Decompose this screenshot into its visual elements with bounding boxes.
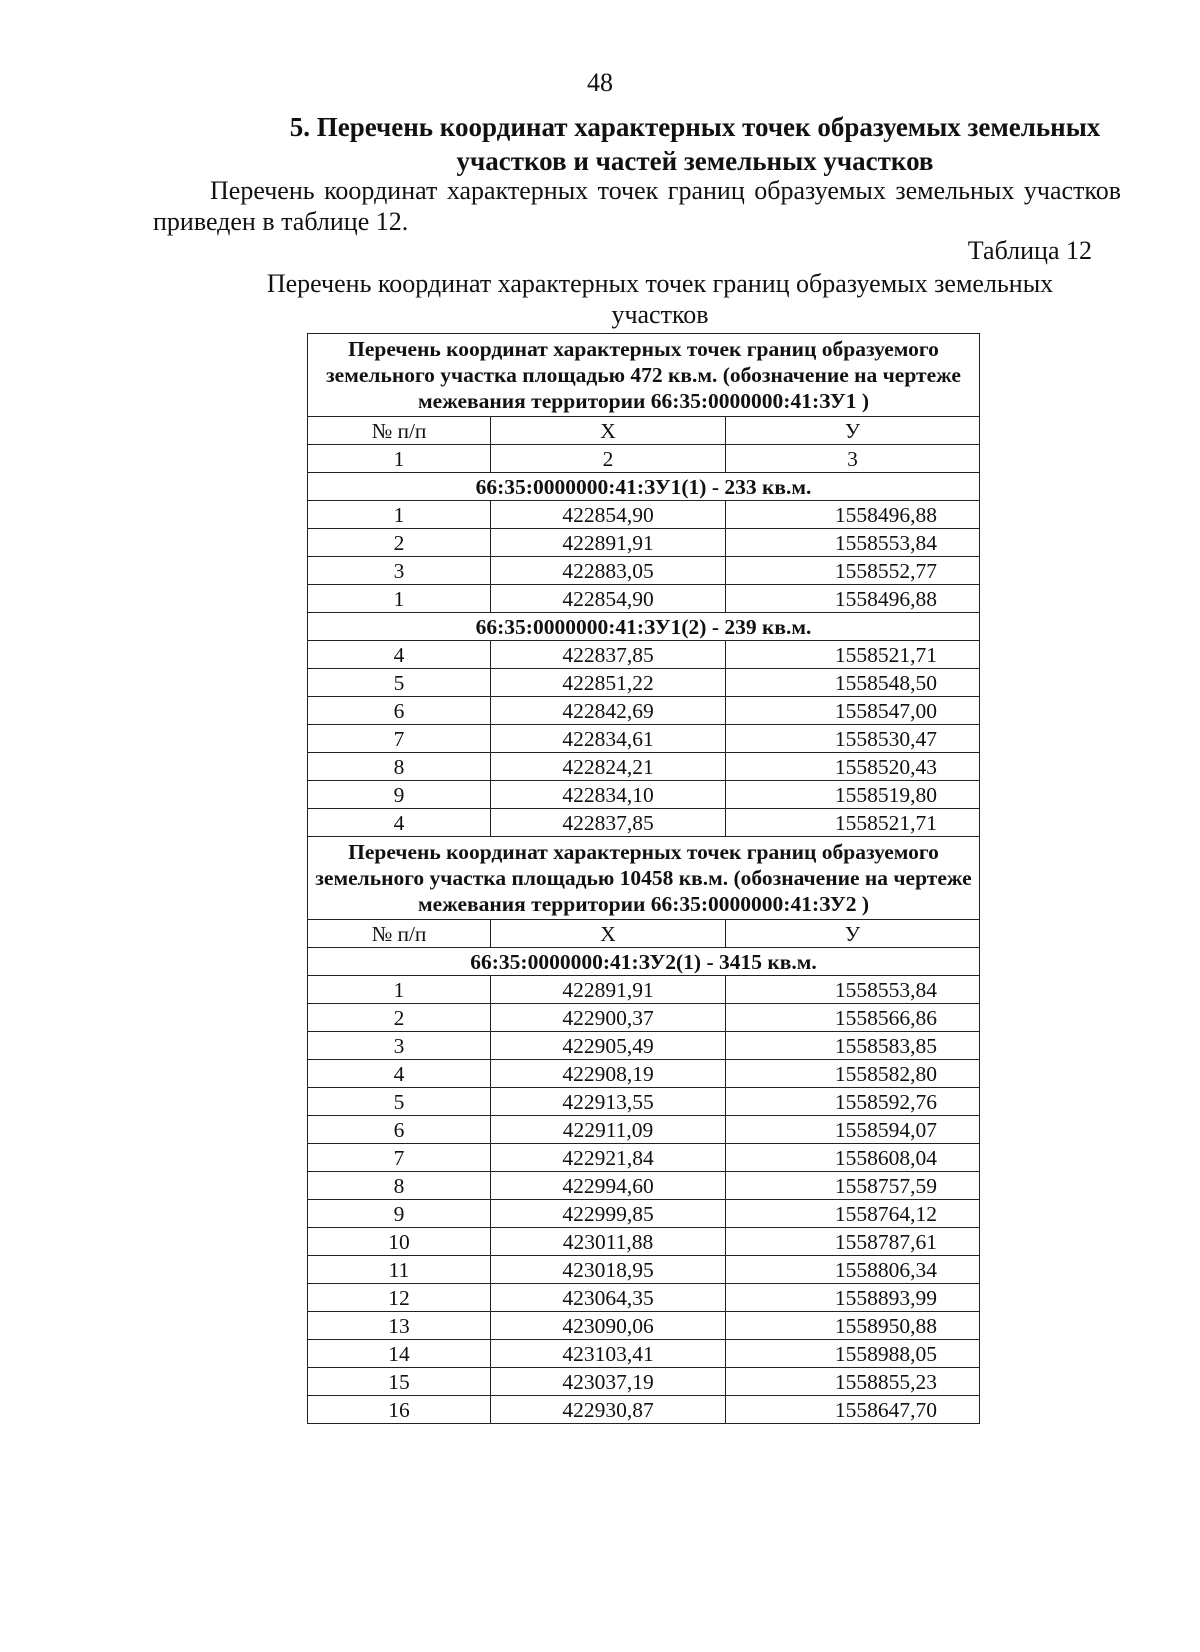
intro-paragraph: Перечень координат характерных точек границ образуемых земельных участков приведен в таблице 12. [153, 176, 1121, 236]
y-coordinate-cell: 1558519,80 [726, 781, 980, 809]
x-coordinate-cell: 422851,22 [491, 669, 726, 697]
y-coordinate-cell: 1558521,71 [726, 641, 980, 669]
table-block-title-row [308, 334, 980, 417]
x-coordinate-cell: 422837,85 [491, 809, 726, 837]
x-coordinate-cell: 422834,61 [491, 725, 726, 753]
x-coordinate-cell: 422891,91 [491, 976, 726, 1004]
table-row [308, 1396, 980, 1424]
y-coordinate-cell: 1558988,05 [726, 1340, 980, 1368]
table-row [308, 809, 980, 837]
table-row [308, 725, 980, 753]
x-coordinate-cell: 423064,35 [491, 1284, 726, 1312]
y-coordinate-cell: 1558520,43 [726, 753, 980, 781]
table-header-row [308, 920, 980, 948]
y-coordinate-cell: 1558547,00 [726, 697, 980, 725]
point-number-cell: 12 [308, 1284, 491, 1312]
x-coordinate-cell: 422842,69 [491, 697, 726, 725]
x-coordinate-cell: 422921,84 [491, 1144, 726, 1172]
x-coordinate-cell: 422908,19 [491, 1060, 726, 1088]
x-coordinate-cell: 422837,85 [491, 641, 726, 669]
x-coordinate-cell: 422911,09 [491, 1116, 726, 1144]
y-coordinate-cell: 1558530,47 [726, 725, 980, 753]
x-coordinate-cell: 423090,06 [491, 1312, 726, 1340]
point-number-cell: 4 [308, 809, 491, 837]
column-number: 1 [308, 445, 491, 473]
y-coordinate-cell: 1558548,50 [726, 669, 980, 697]
y-coordinate-cell: 1558553,84 [726, 529, 980, 557]
point-number-cell: 8 [308, 1172, 491, 1200]
point-number-cell: 16 [308, 1396, 491, 1424]
y-coordinate-cell: 1558950,88 [726, 1312, 980, 1340]
y-coordinate-cell: 1558855,23 [726, 1368, 980, 1396]
table-caption: Перечень координат характерных точек границ образуемых земельных участков [266, 269, 1054, 329]
point-number-cell: 6 [308, 697, 491, 725]
y-coordinate-cell: 1558594,07 [726, 1116, 980, 1144]
point-number-cell: 1 [308, 976, 491, 1004]
point-number-cell: 6 [308, 1116, 491, 1144]
section-title: 5. Перечень координат характерных точек образуемых земельных участков и частей земельных участков [289, 112, 1101, 176]
table-row [308, 1060, 980, 1088]
table-row [308, 1032, 980, 1060]
table-row [308, 1312, 980, 1340]
x-coordinate-cell: 422854,90 [491, 585, 726, 613]
table-row [308, 1284, 980, 1312]
table-group-row [308, 473, 980, 501]
table-row [308, 976, 980, 1004]
y-coordinate-cell: 1558592,76 [726, 1088, 980, 1116]
y-coordinate-cell: 1558566,86 [726, 1004, 980, 1032]
column-header: У [726, 920, 980, 948]
column-number: 2 [491, 445, 726, 473]
table-row [308, 697, 980, 725]
point-number-cell: 1 [308, 585, 491, 613]
y-coordinate-cell: 1558496,88 [726, 585, 980, 613]
point-number-cell: 2 [308, 529, 491, 557]
point-number-cell: 7 [308, 725, 491, 753]
y-coordinate-cell: 1558553,84 [726, 976, 980, 1004]
table-group-row [308, 948, 980, 976]
table-header-numbers-row [308, 445, 980, 473]
table-row [308, 669, 980, 697]
y-coordinate-cell: 1558757,59 [726, 1172, 980, 1200]
x-coordinate-cell: 422854,90 [491, 501, 726, 529]
table-row [308, 641, 980, 669]
y-coordinate-cell: 1558582,80 [726, 1060, 980, 1088]
table-block-title-row [308, 837, 980, 920]
column-header: Х [491, 920, 726, 948]
group-title: 66:35:0000000:41:ЗУ2(1) - 3415 кв.м. [308, 948, 980, 976]
y-coordinate-cell: 1558608,04 [726, 1144, 980, 1172]
y-coordinate-cell: 1558521,71 [726, 809, 980, 837]
x-coordinate-cell: 422891,91 [491, 529, 726, 557]
y-coordinate-cell: 1558647,70 [726, 1396, 980, 1424]
x-coordinate-cell: 422834,10 [491, 781, 726, 809]
column-number: 3 [726, 445, 980, 473]
x-coordinate-cell: 423011,88 [491, 1228, 726, 1256]
table-row [308, 1256, 980, 1284]
table-row [308, 781, 980, 809]
table-label: Таблица 12 [967, 236, 1092, 265]
table-row [308, 1368, 980, 1396]
y-coordinate-cell: 1558893,99 [726, 1284, 980, 1312]
point-number-cell: 3 [308, 557, 491, 585]
table-row [308, 585, 980, 613]
point-number-cell: 9 [308, 1200, 491, 1228]
x-coordinate-cell: 422883,05 [491, 557, 726, 585]
x-coordinate-cell: 422824,21 [491, 753, 726, 781]
x-coordinate-cell: 422994,60 [491, 1172, 726, 1200]
x-coordinate-cell: 422900,37 [491, 1004, 726, 1032]
table-row [308, 1340, 980, 1368]
column-header: Х [491, 417, 726, 445]
table-row [308, 529, 980, 557]
point-number-cell: 5 [308, 669, 491, 697]
y-coordinate-cell: 1558787,61 [726, 1228, 980, 1256]
point-number-cell: 11 [308, 1256, 491, 1284]
table-row [308, 1172, 980, 1200]
point-number-cell: 8 [308, 753, 491, 781]
x-coordinate-cell: 423018,95 [491, 1256, 726, 1284]
group-title: 66:35:0000000:41:ЗУ1(2) - 239 кв.м. [308, 613, 980, 641]
point-number-cell: 5 [308, 1088, 491, 1116]
x-coordinate-cell: 422999,85 [491, 1200, 726, 1228]
table-row [308, 557, 980, 585]
table-row [308, 1004, 980, 1032]
y-coordinate-cell: 1558552,77 [726, 557, 980, 585]
table-row [308, 1200, 980, 1228]
table-row [308, 501, 980, 529]
point-number-cell: 4 [308, 1060, 491, 1088]
page-number: 48 [587, 68, 613, 97]
table-header-row [308, 417, 980, 445]
table-group-row [308, 613, 980, 641]
column-header: У [726, 417, 980, 445]
y-coordinate-cell: 1558764,12 [726, 1200, 980, 1228]
point-number-cell: 3 [308, 1032, 491, 1060]
x-coordinate-cell: 422930,87 [491, 1396, 726, 1424]
point-number-cell: 4 [308, 641, 491, 669]
table-row [308, 1116, 980, 1144]
table-row [308, 1088, 980, 1116]
x-coordinate-cell: 423103,41 [491, 1340, 726, 1368]
table-row [308, 1144, 980, 1172]
y-coordinate-cell: 1558806,34 [726, 1256, 980, 1284]
point-number-cell: 13 [308, 1312, 491, 1340]
group-title: 66:35:0000000:41:ЗУ1(1) - 233 кв.м. [308, 473, 980, 501]
x-coordinate-cell: 422905,49 [491, 1032, 726, 1060]
y-coordinate-cell: 1558496,88 [726, 501, 980, 529]
point-number-cell: 14 [308, 1340, 491, 1368]
table-row [308, 1228, 980, 1256]
block-title: Перечень координат характерных точек границ образуемого земельного участка площадью 472 кв.м. (обозначение на чертеже межевания территории 66:35:0000000:41:ЗУ1 ) [308, 334, 980, 417]
block-title: Перечень координат характерных точек границ образуемого земельного участка площадью 10458 кв.м. (обозначение на чертеже межевания территории 66:35:0000000:41:ЗУ2 ) [308, 837, 980, 920]
point-number-cell: 10 [308, 1228, 491, 1256]
point-number-cell: 15 [308, 1368, 491, 1396]
point-number-cell: 9 [308, 781, 491, 809]
point-number-cell: 2 [308, 1004, 491, 1032]
coordinates-table [307, 333, 980, 1424]
y-coordinate-cell: 1558583,85 [726, 1032, 980, 1060]
point-number-cell: 1 [308, 501, 491, 529]
column-header: № п/п [308, 417, 491, 445]
x-coordinate-cell: 422913,55 [491, 1088, 726, 1116]
point-number-cell: 7 [308, 1144, 491, 1172]
x-coordinate-cell: 423037,19 [491, 1368, 726, 1396]
table-row [308, 753, 980, 781]
column-header: № п/п [308, 920, 491, 948]
